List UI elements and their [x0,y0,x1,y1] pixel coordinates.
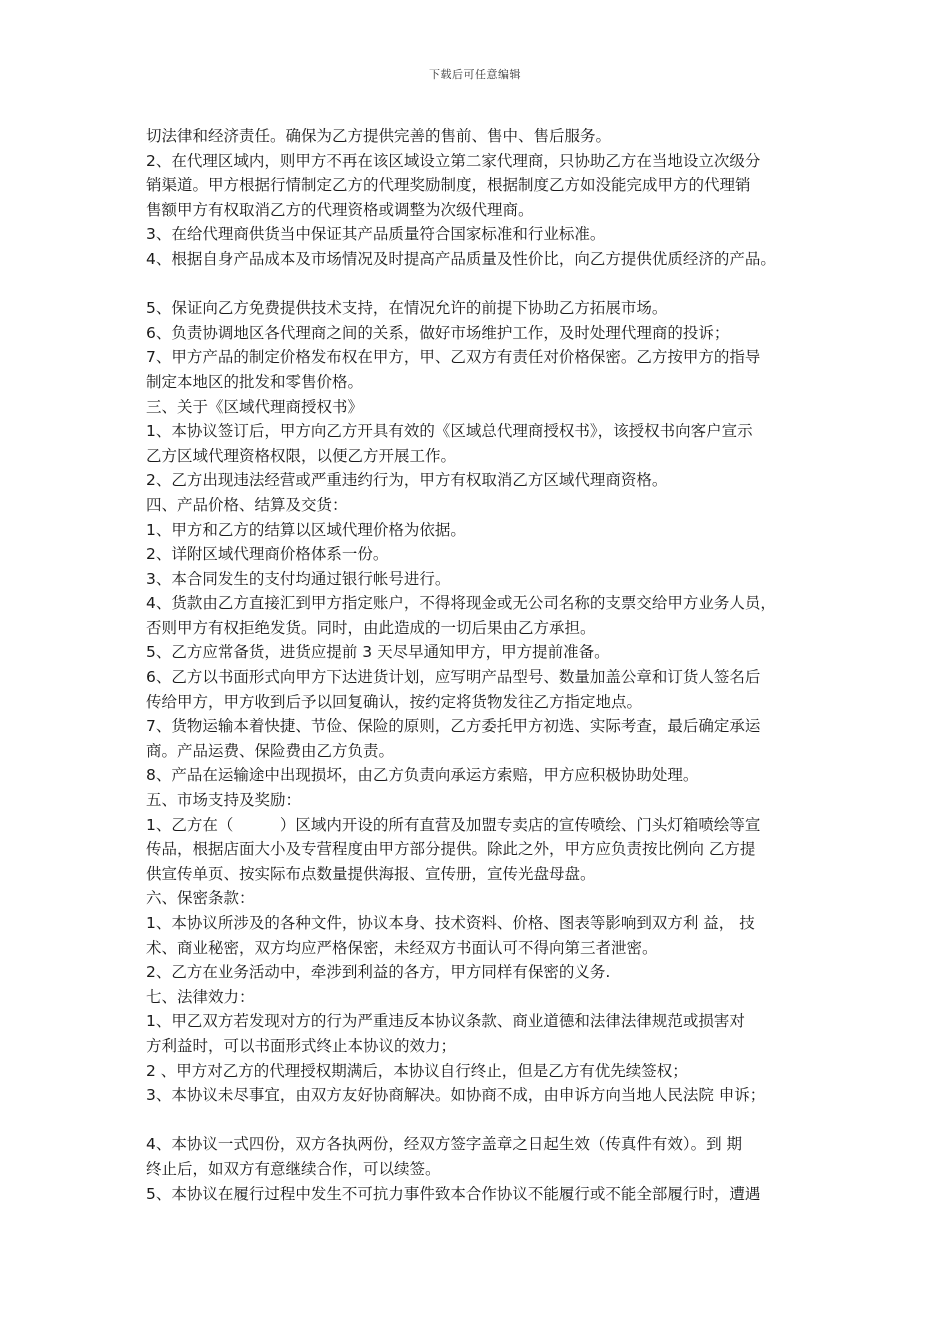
text-line: 终止后，如双方有意继续合作，可以续签。 [146,1159,441,1178]
text-line: 8、产品在运输途中出现损坏，由乙方负责向承运方索赔，甲方应积极协助处理。 [146,766,699,785]
text-line: 6、乙方以书面形式向甲方下达进货计划，应写明产品型号、数量加盖公章和订货人签名后 [146,668,761,687]
text-line: 商。产品运费、保险费由乙方负责。 [146,741,395,760]
text-line: 7、货物运输本着快捷、节俭、保险的原则，乙方委托甲方初选、实际考查，最后确定承运 [146,717,761,736]
text-line: 4、根据自身产品成本及市场情况及时提高产品质量及性价比，向乙方提供优质经济的产品。 [146,249,776,268]
document-body [146,124,826,1206]
text-line: 四、产品价格、结算及交货： [146,495,348,514]
text-line: 乙方区域代理资格权限，以便乙方开展工作。 [146,446,457,465]
text-line: 术、商业秘密，双方均应严格保密，未经双方书面认可不得向第三者泄密。 [146,938,658,957]
text-line: 2、在代理区域内，则甲方不再在该区域设立第二家代理商，只协助乙方在当地设立次级分 [146,151,761,170]
text-line: 2 、甲方对乙方的代理授权期满后，本协议自行终止，但是乙方有优先续签权； [146,1061,688,1080]
text-line: 4、货款由乙方直接汇到甲方指定账户，不得将现金或无公司名称的支票交给甲方业务人员， [146,594,776,613]
text-line: 3、在给代理商供货当中保证其产品质量符合国家标准和行业标准。 [146,225,606,244]
text-line: 销渠道。甲方根据行情制定乙方的代理奖励制度，根据制度乙方如没能完成甲方的代理销 [146,176,751,195]
text-line: 7、甲方产品的制定价格发布权在甲方，甲、乙双方有责任对价格保密。乙方按甲方的指导 [146,348,761,367]
text-line: 传品，根据店面大小及专营程度由甲方部分提供。除此之外，甲方应负责按比例向 乙方提 [146,840,756,859]
text-line: 5、保证向乙方免费提供技术支持，在情况允许的前提下协助乙方拓展市场。 [146,299,668,318]
text-line: 5、本协议在履行过程中发生不可抗力事件致本合作协议不能履行或不能全部履行时，遭遇 [146,1184,761,1203]
text-line: 三、关于《区域代理商授权书》 [146,397,364,416]
text-line: 切法律和经济责任。确保为乙方提供完善的售前、售中、售后服务。 [146,127,612,145]
text-line: 七、法律效力： [146,987,255,1006]
text-line: 售额甲方有权取消乙方的代理资格或调整为次级代理商。 [146,200,534,219]
text-line: 五、市场支持及奖励： [146,791,302,810]
text-line: 3、本合同发生的支付均通过银行帐号进行。 [146,569,451,588]
text-line: 1、本协议签订后，甲方向乙方开具有效的《区域总代理商授权书》，该授权书向客户宣示 [146,422,753,441]
text-line: 4、本协议一式四份，双方各执两份，经双方签字盖章之日起生效（传真件有效）。到 期 [146,1135,743,1154]
text-line: 1、本协议所涉及的各种文件，协议本身、技术资料、价格、图表等影响到双方利 益， 技 [146,914,755,932]
text-line: 2、乙方在业务活动中，牵涉到利益的各方，甲方同样有保密的义务. [146,963,611,982]
text-line: 2、乙方出现违法经营或严重违约行为，甲方有权取消乙方区域代理商资格。 [146,471,668,490]
text-line: 供宣传单页、按实际布点数量提供海报、宣传册，宣传光盘母盘。 [146,864,596,883]
text-line: 制定本地区的批发和零售价格。 [146,372,364,391]
text-line: 6、负责协调地区各代理商之间的关系，做好市场维护工作，及时处理代理商的投诉； [146,323,730,342]
text-line: 传给甲方，甲方收到后予以回复确认，按约定将货物发往乙方指定地点。 [146,692,643,711]
page-header: 下载后可任意编辑 [429,68,521,81]
blank-line [146,272,826,297]
text-line: 3、本协议未尽事宜，由双方友好协商解决。如协商不成，由申诉方向当地人民法院 申诉； [146,1086,766,1105]
text-line: 2、详附区域代理商价格体系一份。 [146,545,389,564]
text-line: 六、保密条款： [146,889,255,908]
text-line: 5、乙方应常备货，进货应提前 3 天尽早通知甲方，甲方提前准备。 [146,643,610,662]
text-line: 1、甲乙双方若发现对方的行为严重违反本协议条款、商业道德和法律法律规范或损害对 [146,1012,745,1031]
blank-line [146,1108,826,1133]
text-line: 1、甲方和乙方的结算以区域代理价格为依据。 [146,520,466,539]
text-line: 方利益时，可以书面形式终止本协议的效力； [146,1036,457,1055]
text-line: 否则甲方有权拒绝发货。同时，由此造成的一切后果由乙方承担。 [146,618,596,637]
text-line: 1、乙方在（ ）区域内开设的所有直营及加盟专卖店的宣传喷绘、门头灯箱喷绘等宣 [146,815,761,834]
